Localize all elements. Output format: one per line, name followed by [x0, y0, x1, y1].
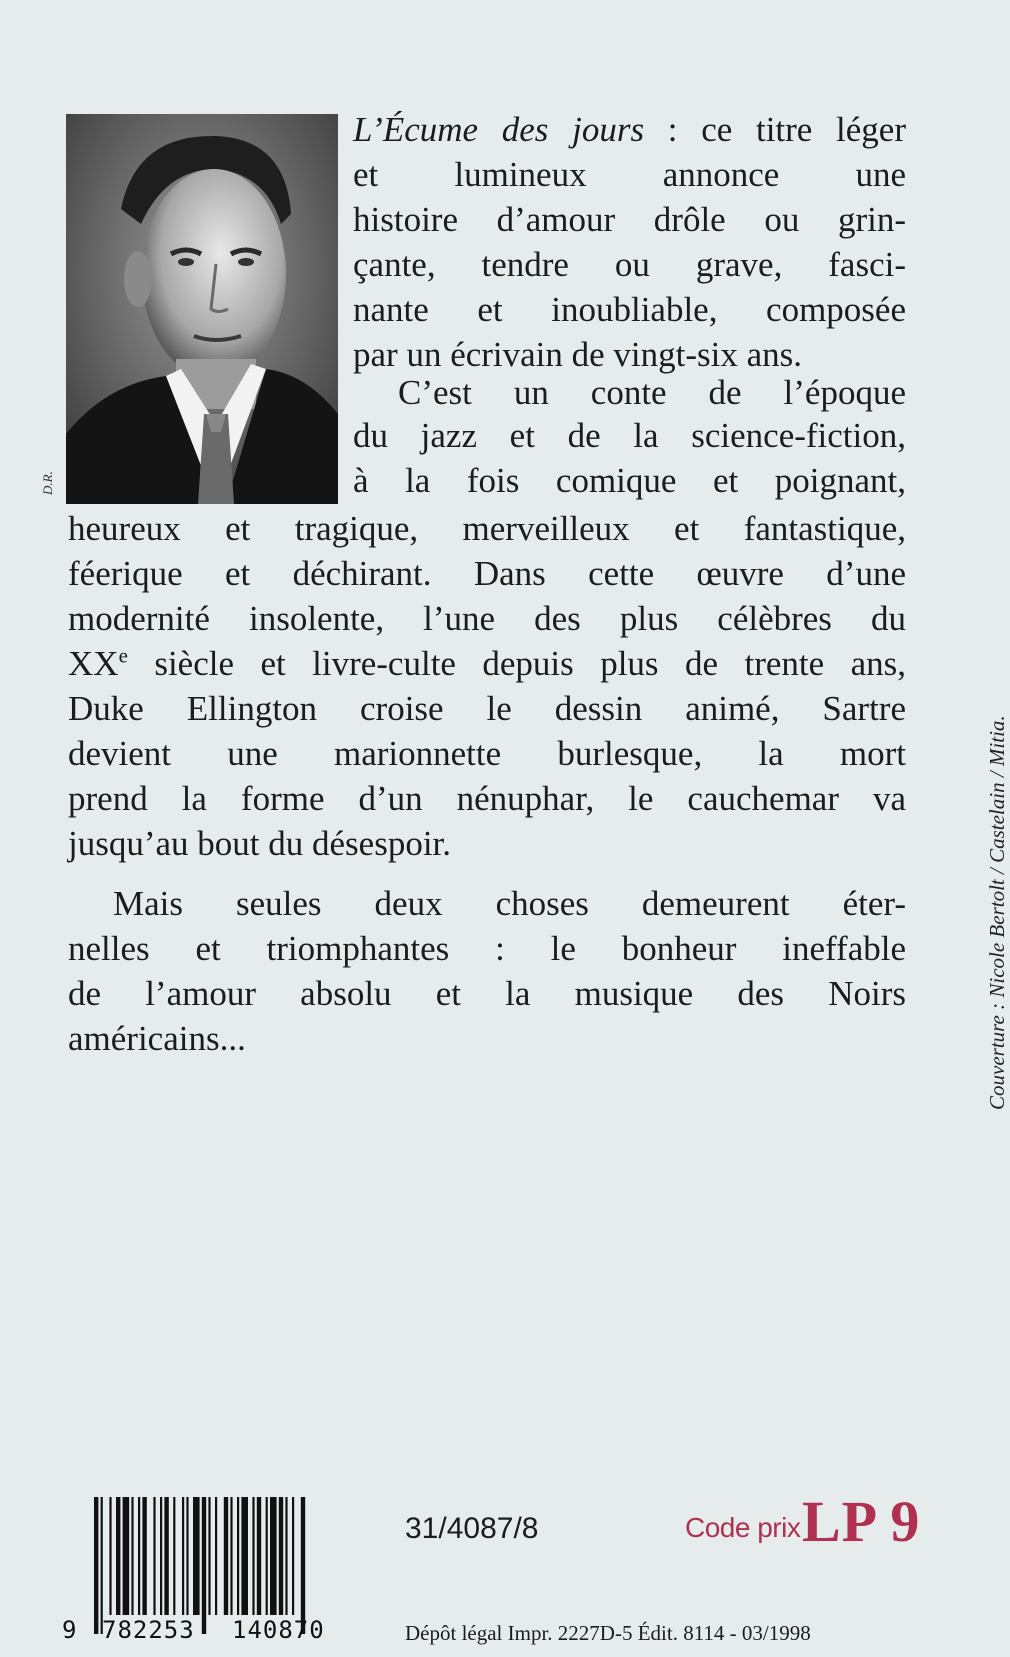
text-line: çante, tendre ou grave, fasci- [353, 245, 906, 284]
barcode-bar [160, 1497, 162, 1615]
text-line: jusqu’au bout du désespoir. [68, 824, 452, 863]
barcode-bar [101, 1497, 103, 1634]
barcode-right-digits: 140870 [232, 1616, 325, 1644]
barcode-bar [164, 1497, 168, 1615]
text-line: à la fois comique et poignant, [353, 461, 906, 500]
barcode-bar [266, 1497, 268, 1615]
text-line: heureux et tragique, merveilleux et fantastique, [68, 509, 906, 548]
text-line: prend la forme d’un nénuphar, le cauchemar va [68, 779, 906, 818]
text-line: du jazz et de la science-fiction, [353, 416, 906, 455]
barcode-bar [202, 1497, 206, 1634]
text-line: devient une marionnette burlesque, la mort [68, 734, 906, 773]
text-line: Mais seules deux choses demeurent éter- [113, 884, 906, 923]
barcode-bar [301, 1497, 305, 1634]
book-title: L’Écume des jours [353, 110, 645, 149]
barcode-bar [230, 1497, 232, 1615]
barcode-bar [94, 1497, 98, 1634]
barcode-bar [186, 1497, 188, 1615]
text-line: féerique et déchirant. Dans cette œuvre d’une [68, 554, 906, 593]
barcode-first-digit: 9 [62, 1616, 78, 1644]
barcode-bar [237, 1497, 239, 1615]
barcode-bar [215, 1497, 217, 1615]
barcode-bar [224, 1497, 228, 1615]
text-line: Duke Ellington croise le dessin animé, Sartre [68, 689, 906, 728]
text-line: modernité insolente, l’une des plus célèbres du [68, 599, 906, 638]
barcode-bar [153, 1497, 155, 1615]
barcode-left-digits: 782253 [102, 1616, 195, 1644]
barcode-bar [292, 1497, 294, 1615]
barcode-bar [241, 1497, 248, 1615]
text-line: américains... [68, 1019, 246, 1058]
barcode-bar [142, 1497, 146, 1615]
text-line: et lumineux annonce une [353, 155, 906, 194]
barcode-bar [173, 1497, 175, 1615]
cover-credit: Couverture : Nicole Bertolt / Castelain / Mitia. [985, 715, 1009, 1110]
barcode-bar [131, 1497, 133, 1615]
barcode-bar [182, 1497, 184, 1615]
barcode-bar [270, 1497, 277, 1615]
text-line: XXe siècle et livre-culte depuis plus de trente ans, [68, 643, 906, 683]
text-line: nelles et triomphantes : le bonheur ineffable [68, 929, 906, 968]
text-line: L’Écume des jours : ce titre léger [353, 110, 906, 149]
author-portrait [66, 114, 338, 504]
text-line: par un écrivain de vingt-six ans. [353, 335, 803, 374]
text-line: de l’amour absolu et la musique des Noirs [68, 974, 906, 1013]
barcode [92, 1497, 364, 1634]
price-code: LP 9 [802, 1489, 921, 1554]
barcode-bar [193, 1497, 200, 1615]
barcode-bar [257, 1497, 261, 1615]
barcode-bar [123, 1497, 130, 1615]
catalog-number: 31/4087/8 [405, 1512, 539, 1545]
barcode-bar [285, 1497, 287, 1615]
barcode-bar [109, 1497, 111, 1615]
text-line: nante et inoubliable, composée [353, 290, 906, 329]
text-line: C’est un conte de l’époque [398, 373, 906, 412]
photo-credit: D.R. [40, 471, 55, 495]
legal-deposit: Dépôt légal Impr. 2227D-5 Édit. 8114 - 03/1998 [405, 1621, 811, 1645]
barcode-bar [208, 1497, 210, 1615]
barcode-bar [116, 1497, 120, 1615]
barcode-bar [138, 1497, 140, 1615]
price-label: Code prix [685, 1512, 801, 1543]
barcode-bar [252, 1497, 254, 1615]
barcode-bar [279, 1497, 283, 1615]
text-line: histoire d’amour drôle ou grin- [353, 200, 906, 239]
